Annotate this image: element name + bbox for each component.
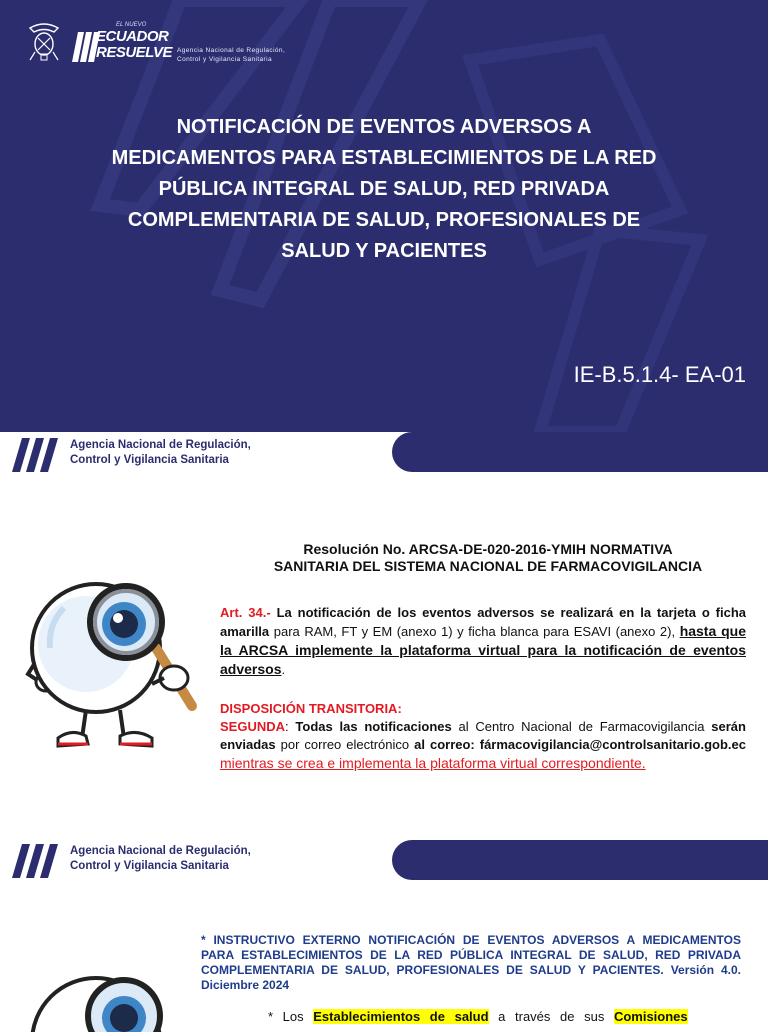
article-34: Art. 34.- La notificación de los eventos adversos se realizará en la tarjeta o ficha amarilla para RAM, FT y EM (anexo 1) y ficha blanca para ESAVI (anexo 2), hasta que la ARCSA implemente la plataforma virtual para la notificación de eventos adversos. [220,605,747,677]
eyeball-magnifier-illustration [24,578,204,754]
brand-tag: EL NUEVO [116,22,147,28]
slide3-header [0,838,768,882]
agency-name: Agencia Nacional de Regulación, Control y Vigilancia Sanitaria [70,845,251,872]
article-underline: hasta que la ARCSA implemente la plataforma virtual para la notificación de eventos adversos [220,623,746,677]
agency-name-small: Agencia Nacional de Regulación, Control y Vigilancia Sanitaria [177,47,286,63]
arcsa-stripes-icon [10,840,62,880]
instructivo-reference: * INSTRUCTIVO EXTERNO NOTIFICACIÓN DE EVENTOS ADVERSOS A MEDICAMENTOS PARA ESTABLECIMIENTOS DE LA RED PÚBLICA INTEGRAL DE SALUD, RED PRIVADA COMPLEMENTARIA DE SALUD, PROFESIONALES DE SALUD Y PACIENTES. Versión 4.0. Diciembre 2024 [201,933,742,992]
document-code: IE-B.5.1.4- EA-01 [573,362,746,387]
notification-email: al correo: fármacovigilancia@controlsanitario.gob.ec [414,737,746,752]
title-slide [0,0,768,432]
article-plain: para RAM, FT y EM (anexo 1) y ficha blanca para ESAVI (anexo 2), [273,624,676,639]
brand-line2: RESUELVE [96,44,173,61]
arcsa-stripes-icon [10,434,62,474]
article-label: Art. 34.- [220,605,271,620]
bullet-establishments: * Los Establecimientos de salud a través de sus Comisiones [268,1009,688,1024]
header-navy-bar [392,432,768,472]
resolution-title: Resolución No. ARCSA-DE-020-2016-YMIH NORMATIVA SANITARIA DEL SISTEMA NACIONAL DE FARMACOVIGILANCIA [273,541,703,574]
brand-line1: ECUADOR [96,28,169,45]
provision-label: SEGUNDA [220,719,286,734]
platform-note: mientras se crea e implementa la plataforma virtual correspondiente. [220,755,646,771]
agency-name: Agencia Nacional de Regulación, Control y Vigilancia Sanitaria [70,439,251,466]
transitional-provision: DISPOSICIÓN TRANSITORIA: SEGUNDA: Todas las notificaciones al Centro Nacional de Farmacovigilancia serán enviadas por correo electrónico al correo: fármacovigilancia@controlsanitario.gob.ec mientras se crea e implementa la plataforma virtual correspondiente. [220,701,746,771]
slide2-header [0,432,768,476]
header-navy-bar [392,840,768,880]
ecuador-coat-of-arms-icon [26,22,62,62]
article-bold: La notificación de los eventos adversos se realizará en la tarjeta o ficha amarilla [220,605,747,639]
instructivo-version: Versión 4.0. Diciembre 2024 [201,963,742,992]
provision-title: DISPOSICIÓN TRANSITORIA: [220,701,402,716]
ecuador-resuelve-logo [72,22,172,66]
slide-title: NOTIFICACIÓN DE EVENTOS ADVERSOS A MEDICAMENTOS PARA ESTABLECIMIENTOS DE LA RED PÚBLICA INTEGRAL DE SALUD, RED PRIVADA COMPLEMENTARIA DE SALUD, PROFESIONALES DE SALUD Y PACIENTES [111,116,657,262]
eyeball-illustration-partial [24,972,164,1032]
